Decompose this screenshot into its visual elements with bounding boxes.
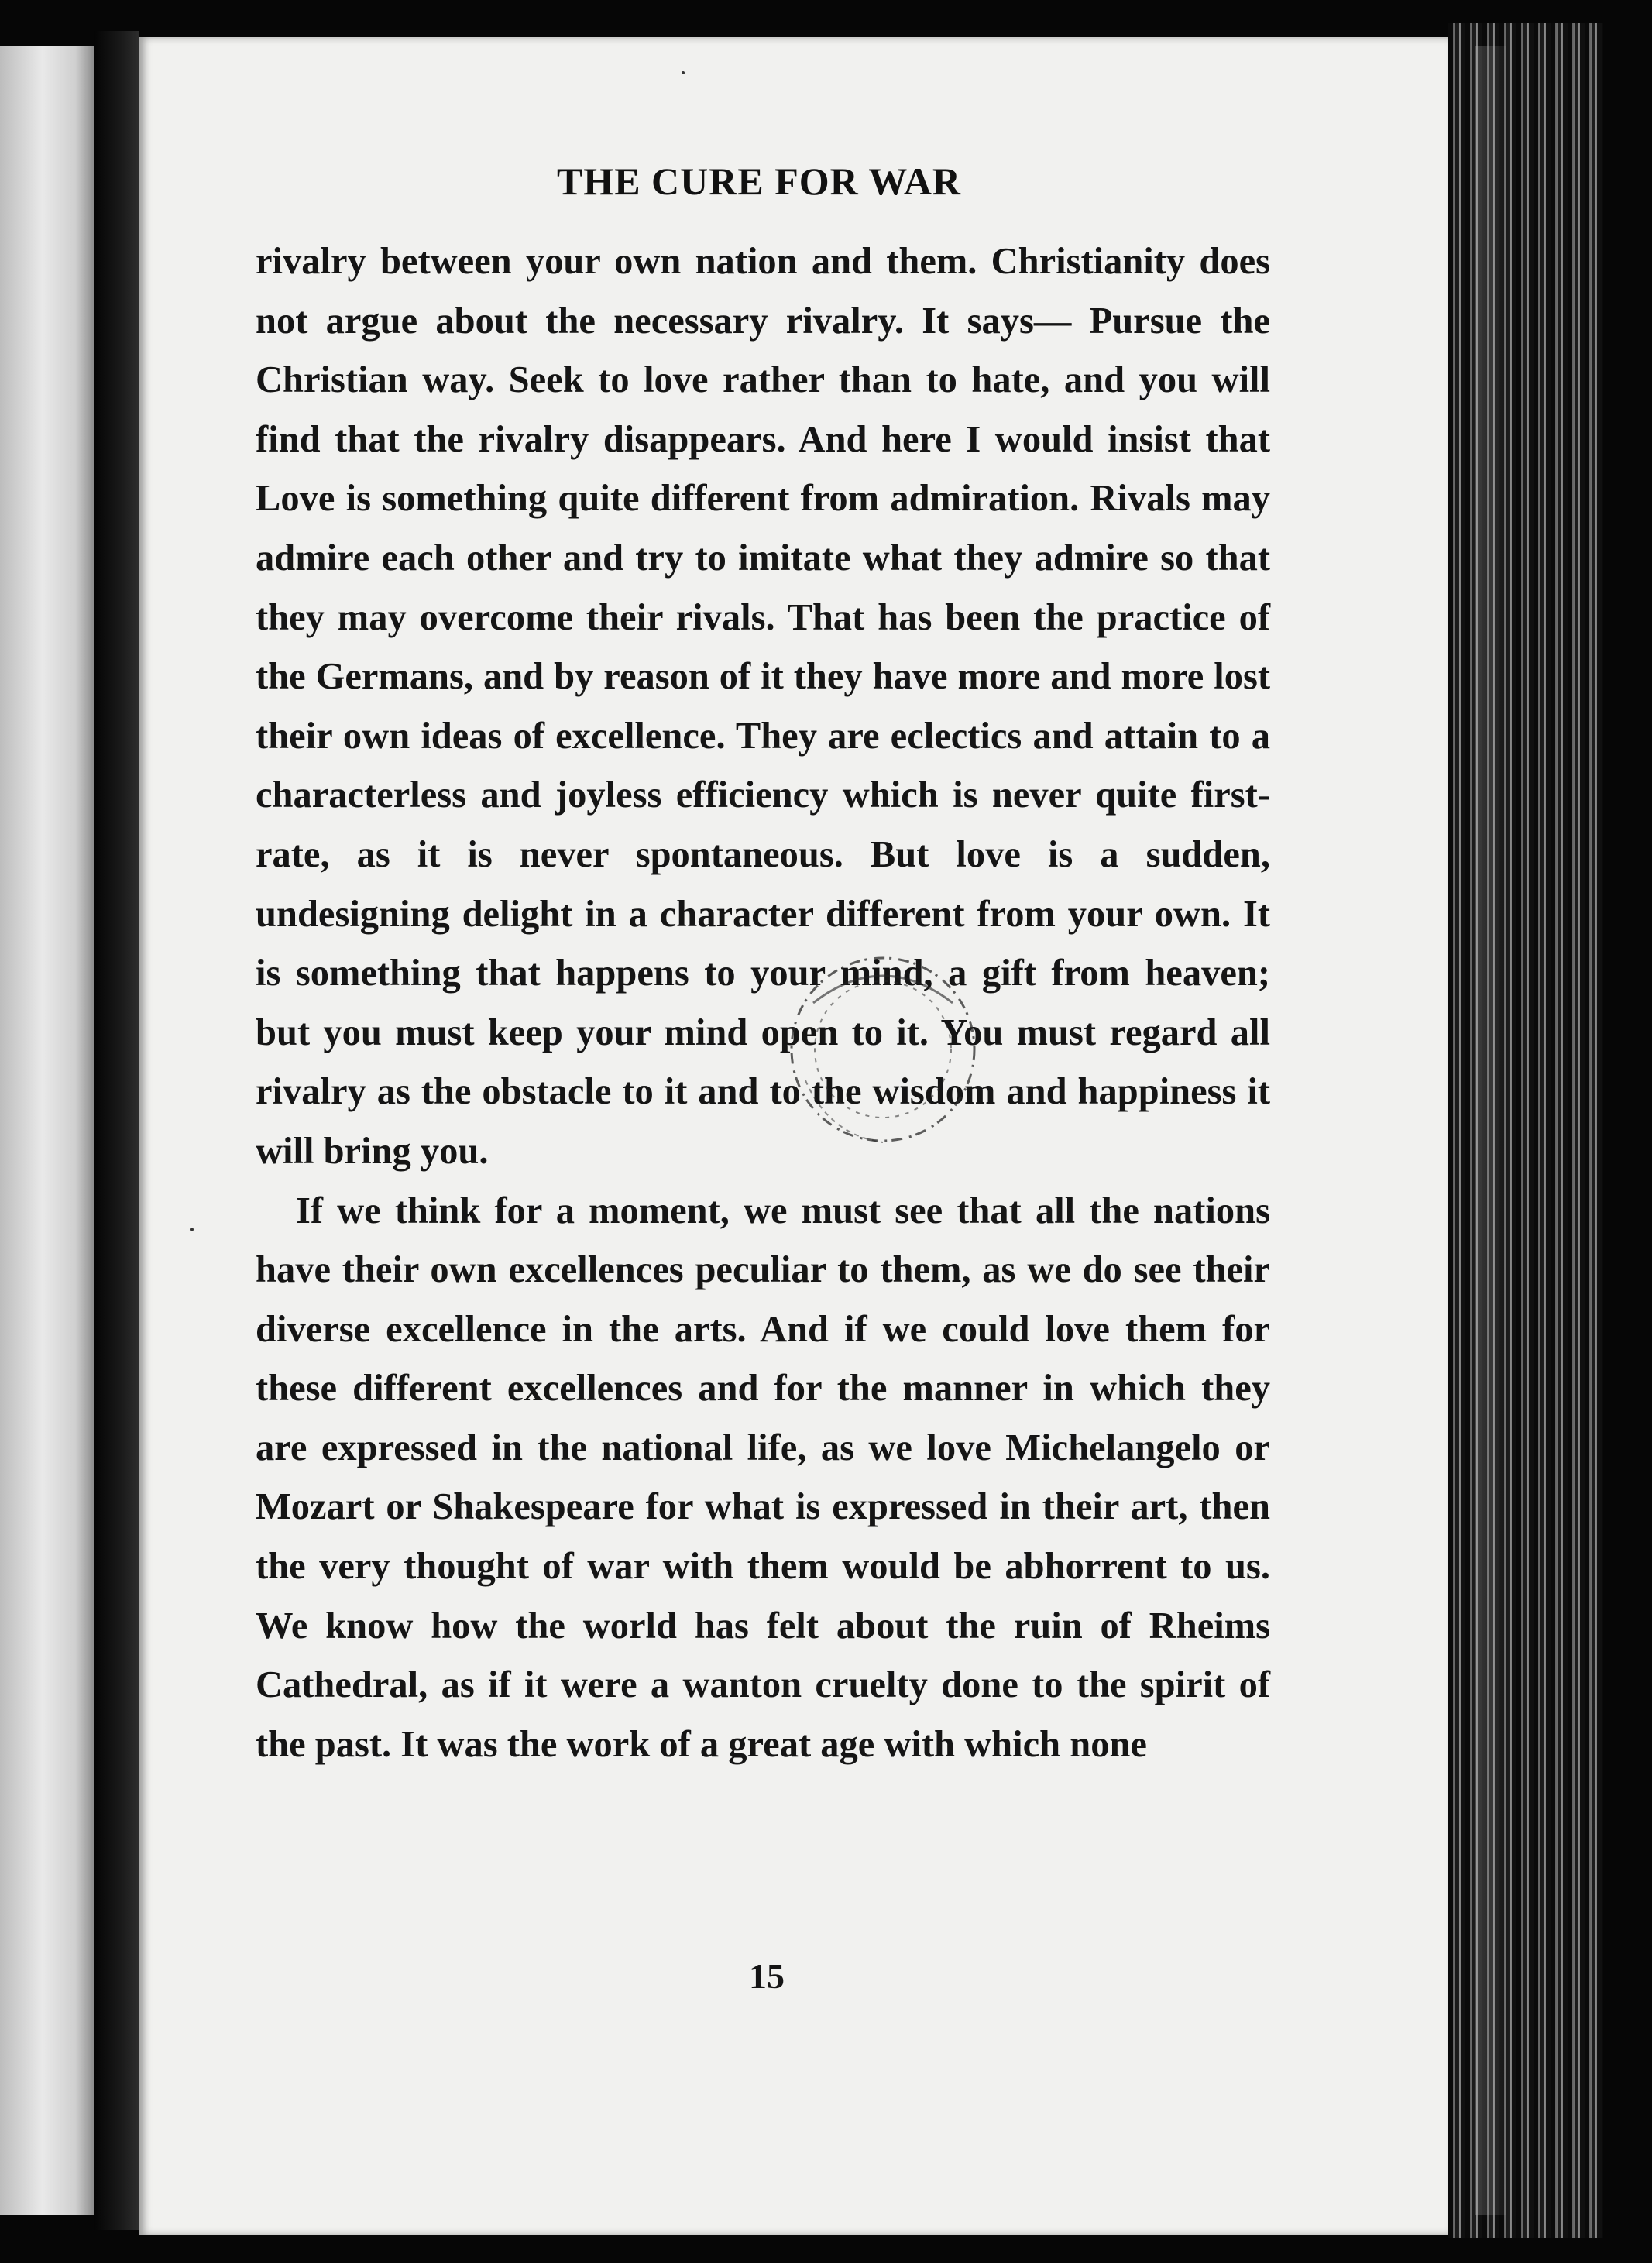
paragraph-1: rivalry between your own nation and them. Christianity does not argue about the necessary rivalry. It says— Pursue the Christian way. Seek to love rather than to hate, and you will find that the rivalry disappears. And here I would insist that Love is something quite different from admiration. Rivals may admire each other and try to imitate what they admire so that they may overcome their rivals. That has been the practice of the Germans, and by reason of it they have more and more lost their own ideas of excellence. They are eclectics and attain to a characterless and joyless efficiency which is never quite first-rate, as it is never spontaneous. But love is a sudden, undesigning delight in a character different from your own. It is something that happens to your mind, a gift from heaven; but you must keep your mind open to it. You must regard all rivalry as the obstacle to it and to the wisdom and happiness it will bring you. <box>256 241 1270 1172</box>
body-text <box>256 232 1270 1774</box>
book-gutter <box>94 31 139 2230</box>
facing-page-edge <box>0 46 94 2215</box>
page-number: 15 <box>749 1956 785 1996</box>
page-edge-highlight <box>1475 46 1506 2215</box>
running-head: THE CURE FOR WAR <box>556 160 962 203</box>
scan-speck <box>682 71 685 74</box>
book-page-edges <box>1448 23 1603 2238</box>
scan-speck <box>190 1228 194 1231</box>
paragraph-2: If we think for a moment, we must see that all the nations have their own excellences peculiar to them, as we do see their diverse excellence in the arts. And if we could love them for these different excellences and for the manner in which they are expressed in the national life, as we love Michelangelo or Mozart or Shakespeare for what is expressed in their art, then the very thought of war with them would be abhorrent to us. We know how the world has felt about the ruin of Rheims Cathedral, as if it were a wanton cruelty done to the spirit of the past. It was the work of a great age with which none <box>256 1190 1270 1765</box>
